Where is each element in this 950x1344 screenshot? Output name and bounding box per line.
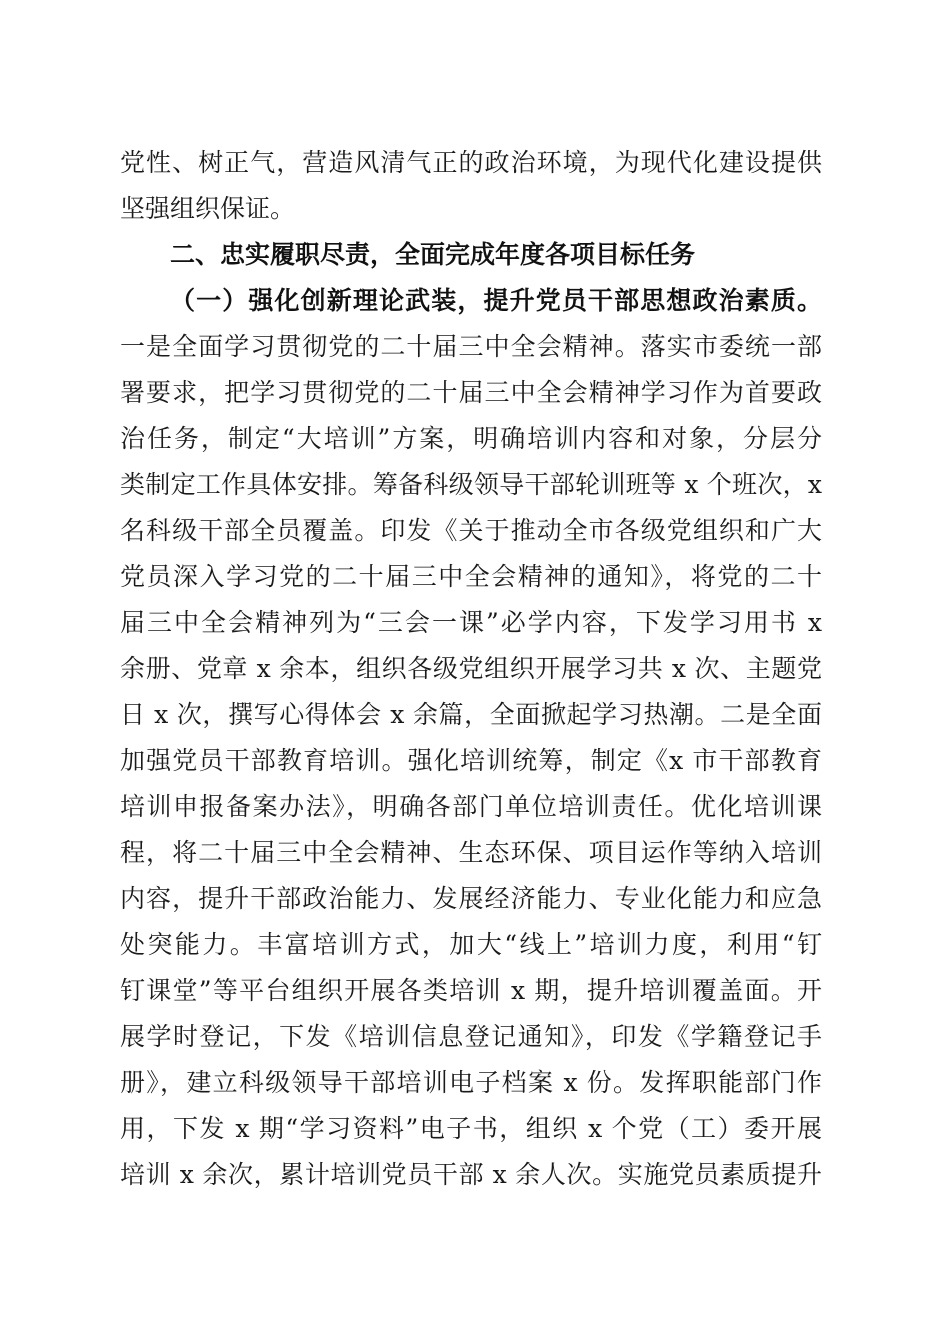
body-line-16: 展学时登记，下发《培训信息登记通知》，印发《学籍登记手 bbox=[120, 1022, 822, 1051]
intro-line-2: 坚强组织保证。 bbox=[120, 194, 296, 223]
body-line-8: 余册、党章 x 余本，组织各级党组织开展学习共 x 次、主题党 bbox=[120, 654, 822, 683]
body-line-1: 一是全面学习贯彻党的二十届三中全会精神。落实市委统一部 bbox=[120, 332, 822, 361]
body-line-7: 届三中全会精神列为“三会一课”必学内容，下发学习用书 x bbox=[120, 608, 822, 637]
body-line-11: 培训申报备案办法》，明确各部门单位培训责任。优化培训课 bbox=[120, 792, 822, 821]
body-line-9: 日 x 次，撰写心得体会 x 余篇，全面掀起学习热潮。二是全面 bbox=[120, 700, 822, 729]
body-line-6: 党员深入学习党的二十届三中全会精神的通知》，将党的二十 bbox=[120, 562, 822, 591]
body-line-13: 内容，提升干部政治能力、发展经济能力、专业化能力和应急 bbox=[120, 884, 822, 913]
body-line-3: 治任务，制定“大培训”方案，明确培训内容和对象，分层分 bbox=[120, 424, 822, 453]
body-line-2: 署要求，把学习贯彻党的二十届三中全会精神学习作为首要政 bbox=[120, 378, 822, 407]
intro-line-1: 党性、树正气，营造风清气正的政治环境，为现代化建设提供 bbox=[120, 148, 822, 177]
body-line-17: 册》，建立科级领导干部培训电子档案 x 份。发挥职能部门作 bbox=[120, 1068, 822, 1097]
subsection-heading: （一）强化创新理论武装，提升党员干部思想政治素质。 bbox=[170, 286, 822, 315]
body-line-10: 加强党员干部教育培训。强化培训统筹，制定《x 市干部教育 bbox=[120, 746, 822, 775]
body-line-12: 程，将二十届三中全会精神、生态环保、项目运作等纳入培训 bbox=[120, 838, 822, 867]
body-line-4: 类制定工作具体安排。筹备科级领导干部轮训班等 x 个班次，x bbox=[120, 470, 822, 499]
body-line-15: 钉课堂”等平台组织开展各类培训 x 期，提升培训覆盖面。开 bbox=[120, 976, 822, 1005]
body-line-19: 培训 x 余次，累计培训党员干部 x 余人次。实施党员素质提升 bbox=[120, 1160, 822, 1189]
body-line-18: 用，下发 x 期“学习资料”电子书，组织 x 个党（工）委开展 bbox=[120, 1114, 822, 1143]
body-line-14: 处突能力。丰富培训方式，加大“线上”培训力度，利用“钉 bbox=[120, 930, 822, 959]
body-line-5: 名科级干部全员覆盖。印发《关于推动全市各级党组织和广大 bbox=[120, 516, 822, 545]
section-heading: 二、忠实履职尽责，全面完成年度各项目标任务 bbox=[170, 240, 696, 269]
